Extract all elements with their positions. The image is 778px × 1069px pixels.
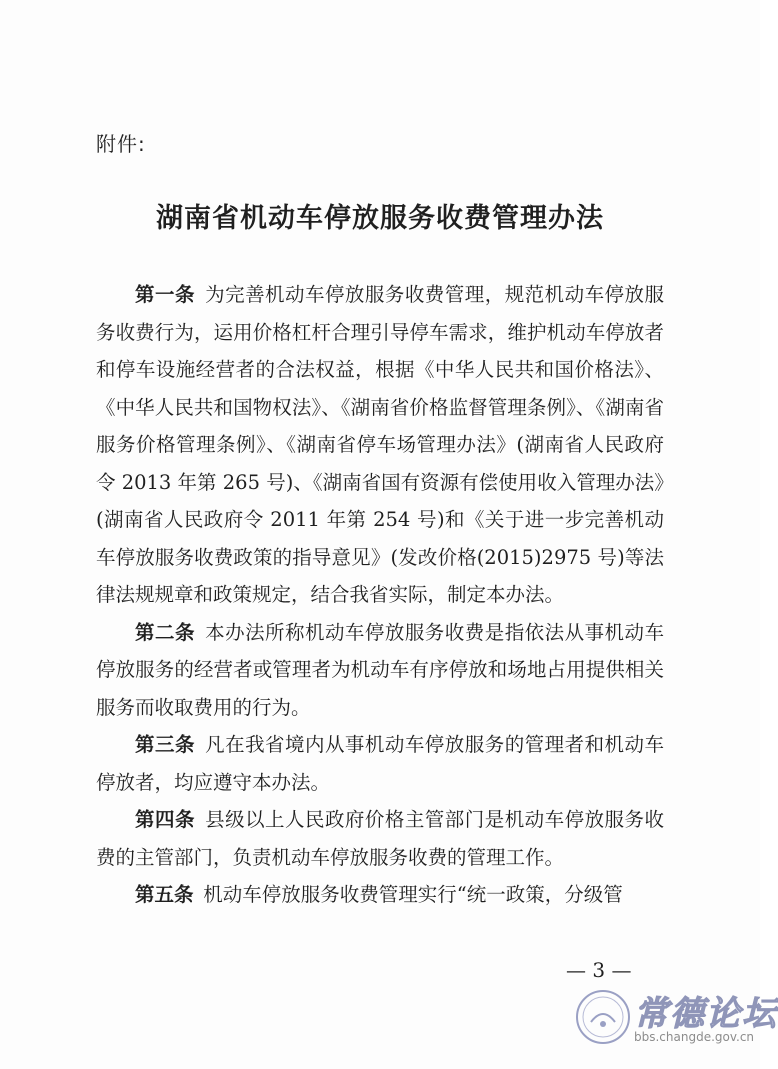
article-4: [96, 801, 664, 876]
forum-seal-icon: [574, 988, 632, 1046]
article-text: 机动车停放服务收费管理实行“统一政策，分级管: [203, 883, 623, 906]
article-text: 凡在我省境内从事机动车停放服务的管理者和机动车停放者，均应遵守本办法。: [96, 733, 664, 794]
page-number: — 3 —: [566, 958, 632, 982]
article-heading: 第一条: [135, 283, 195, 306]
article-3: [96, 726, 664, 801]
article-2: [96, 614, 664, 727]
article-1: [96, 276, 664, 614]
article-text: 为完善机动车停放服务收费管理，规范机动车停放服务收费行为，运用价格杠杆合理引导停车需求，维护机动车停放者和停车设施经营者的合法权益，根据《中华人民共和国价格法》、《中华人民共和国物权法》、《湖南省价格监督管理条例》、《湖南省服务价格管理条例》、《湖南省停车场管理办法》(湖南省人民政府令 2013 年第 265 号)、《湖南省国有资源有偿使用收入管理办法》(湖南省人民政府令 2011 年第 254 号)和《关于进一步完善机动车停放服务收费政策的指导意见》(发改价格(2015)2975 号)等法律法规规章和政策规定，结合我省实际，制定本办法。: [96, 283, 664, 606]
article-heading: 第二条: [135, 620, 195, 644]
article-text: 本办法所称机动车停放服务收费是指依法从事机动车停放服务的经营者或管理者为机动车有序停放和场地占用提供相关服务而收取费用的行为。: [96, 620, 664, 719]
forum-watermark: [568, 982, 778, 1062]
article-heading: 第三条: [135, 733, 195, 756]
attachment-label: 附件:: [96, 132, 146, 156]
article-text: 县级以上人民政府价格主管部门是机动车停放服务收费的主管部门，负责机动车停放服务收费的管理工作。: [96, 808, 664, 869]
forum-name: 常德论坛: [634, 994, 778, 1034]
article-heading: 第五条: [135, 883, 194, 906]
article-5: [96, 876, 664, 914]
document-body: [96, 276, 664, 914]
document-title: 湖南省机动车停放服务收费管理办法: [156, 203, 604, 234]
article-heading: 第四条: [135, 808, 195, 831]
forum-url: bbs.changde.gov.cn: [634, 1030, 755, 1044]
